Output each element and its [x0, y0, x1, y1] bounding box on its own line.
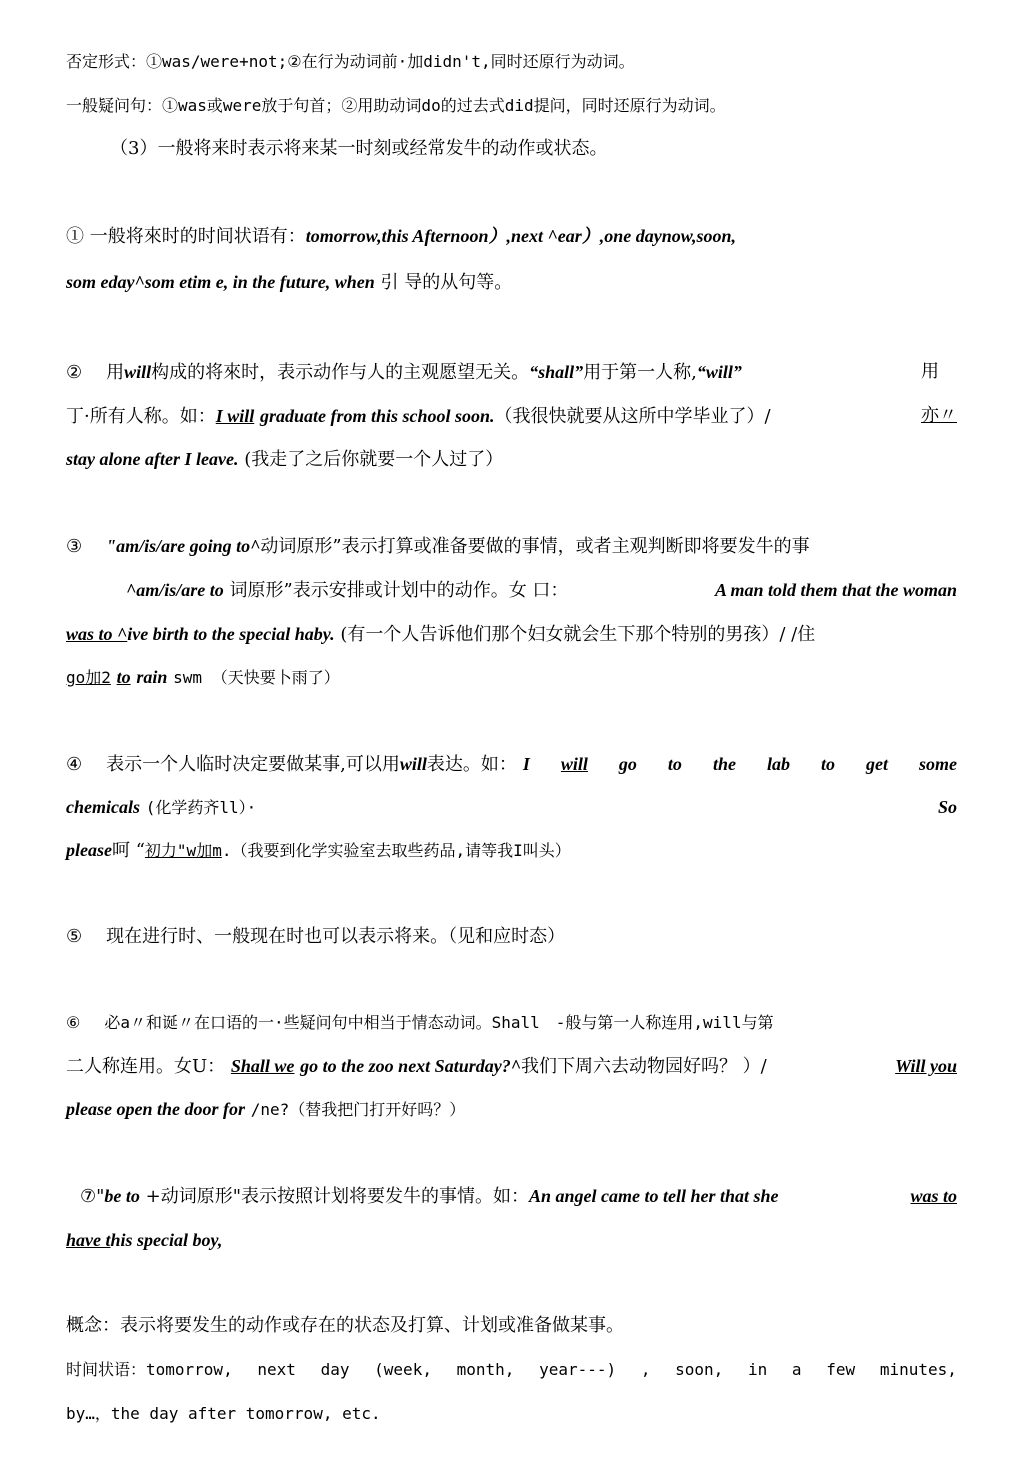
english-text: So — [937, 797, 957, 817]
word: I — [522, 754, 530, 774]
text: 表示一个人临时决定要做某事,可以用 — [106, 754, 400, 775]
example-words — [523, 752, 957, 777]
text: 概念：表示将要发生的动作或存在的状态及打算、计划或准备做某事。 — [66, 1315, 624, 1336]
item-number: ⑤ — [66, 926, 83, 947]
word: month, — [456, 1360, 515, 1379]
text: 我们下周六去动物园好吗？ ）/ — [520, 1056, 767, 1077]
text: go加2 — [66, 668, 111, 687]
line-point-2 — [66, 360, 957, 385]
word: year---) — [539, 1360, 617, 1379]
english-text: have t — [66, 1230, 111, 1250]
text: swm （天快要卜雨了） — [173, 668, 340, 687]
item-number: ④ — [66, 754, 83, 775]
line-point-1-cont — [66, 270, 957, 295]
text: 二人称连用。女U： — [66, 1056, 226, 1077]
text: (有一个人告诉他们那个妇女就会生下那个特别的男孩）/ /住 — [340, 624, 816, 645]
text: 一般疑问句：①was或were放于句首；②用助动词do的过去式did提问，同时还原行为动词。 — [66, 96, 726, 115]
line-point-3-example-cont — [66, 665, 957, 690]
text: 动词原形”表示打算或准备要做的事情，或者主观判断即将要发牛的事 — [260, 536, 810, 557]
text: 现在进行时、一般现在时也可以表示将来。（见和应时态） — [106, 926, 566, 947]
item-number: ⑥ — [66, 1013, 81, 1032]
text: .（我要到化学实验室去取些药品,请等我I叫头） — [221, 841, 571, 860]
text: 表达。如： — [426, 754, 517, 775]
english-text: Shall we — [230, 1056, 295, 1076]
text: ① 一般将來时的时间状语有： — [66, 226, 306, 247]
text: /ne?（替我把门打开好吗？） — [250, 1100, 466, 1119]
line-point-2-example — [66, 404, 957, 429]
english-text: ive birth to the special haby. — [127, 624, 335, 644]
word: to — [667, 754, 682, 774]
text: 初力"w加m — [144, 841, 222, 860]
line-point-7-cont — [66, 1228, 957, 1253]
english-text: was to ^ — [66, 624, 128, 644]
word: , — [640, 1360, 651, 1379]
line-point-7 — [80, 1184, 957, 1209]
text: （我很快就要从这所中学毕业了）/ — [494, 406, 771, 427]
word: the — [712, 754, 736, 774]
line-point-3 — [66, 534, 957, 559]
english-text: stay alone after I leave. — [66, 449, 239, 469]
text: 呵 “ — [111, 840, 145, 861]
english-text: will — [399, 754, 427, 774]
line-section-3-heading — [110, 137, 957, 161]
text: 引 导的从句等。 — [380, 272, 513, 293]
line-time-adverbials — [66, 1358, 957, 1382]
word: (week, — [374, 1360, 432, 1379]
line-point-6-example — [66, 1054, 957, 1079]
item-number: ③ — [66, 536, 83, 557]
word: lab — [766, 754, 790, 774]
english-text: “shall” — [529, 362, 584, 382]
text: 必a〃和诞〃在口语的一·些疑问句中相当于情态动词。Shall -般与第一人称连用,will与第 — [104, 1013, 774, 1032]
english-text: A man told them that the woman — [714, 580, 957, 600]
line-point-4 — [66, 752, 957, 777]
word: next — [257, 1360, 296, 1379]
text: 否定形式：①was/were+not;②在行为动词前·加didn't,同时还原行为动词。 — [66, 52, 635, 71]
word: soon, — [675, 1360, 724, 1379]
english-text: rain — [136, 667, 168, 687]
word: to — [820, 754, 835, 774]
english-text: som eday^som etim e, in the future, when — [66, 272, 375, 292]
line-point-2-example-cont — [66, 447, 957, 472]
word: go — [618, 754, 637, 774]
text: (化学药齐ll）· — [145, 798, 257, 817]
english-text: was to — [910, 1186, 957, 1206]
word: few — [826, 1360, 856, 1379]
text: 用 — [921, 361, 939, 382]
text: (我走了之后你就要一个人过了） — [244, 449, 504, 470]
english-text: go to the zoo next Saturday?^ — [300, 1056, 521, 1076]
text: 构成的将來时，表示动作与人的主观愿望无关。 — [151, 362, 530, 383]
line-time-adverbials-cont — [66, 1402, 957, 1426]
english-text: please — [66, 840, 112, 860]
line-point-1 — [66, 224, 957, 249]
text: 词原形”表示安排或计划中的动作。女 口： — [229, 580, 569, 601]
word: day — [320, 1360, 350, 1379]
text: 丁·所有人称。如： — [66, 406, 216, 427]
text: 亦〃 — [921, 405, 957, 426]
line-concept — [66, 1314, 957, 1338]
english-text: “will” — [696, 362, 742, 382]
english-text: I will — [215, 406, 255, 426]
line-point-3-b — [126, 578, 957, 603]
word: minutes, — [879, 1360, 957, 1379]
text: +动词原形"表示按照计划将要发牛的事情。如： — [145, 1186, 530, 1207]
line-point-6-example-cont — [66, 1097, 957, 1122]
english-text: chemicals — [66, 797, 140, 817]
english-text: please open the door for — [66, 1099, 245, 1119]
item-number: ⑦" — [80, 1186, 105, 1207]
english-text: graduate from this school soon. — [259, 406, 495, 426]
word: some — [918, 754, 957, 774]
text: 用于第一人称, — [583, 362, 697, 383]
word: 时间状语：tomorrow, — [66, 1360, 233, 1379]
line-point-4-cont — [66, 795, 957, 820]
english-text: his special boy, — [110, 1230, 223, 1250]
english-text: be to — [104, 1186, 140, 1206]
line-point-5 — [66, 925, 957, 949]
word: in — [747, 1360, 768, 1379]
word: get — [865, 754, 888, 774]
english-text: Will you — [895, 1056, 957, 1076]
line-point-3-example — [66, 622, 957, 647]
word: will — [560, 754, 588, 774]
english-text: "am/is/are going to^ — [106, 536, 261, 556]
line-point-4-example — [66, 838, 957, 863]
english-text: tomorrow,this Afternoon）,next ^ear）,one daynow,soon, — [305, 226, 737, 246]
item-number: ② — [66, 362, 83, 383]
text: 用 — [106, 362, 125, 383]
english-text: An angel came to tell her that she — [529, 1186, 779, 1206]
word: a — [791, 1360, 802, 1379]
english-text: will — [124, 362, 152, 382]
line-point-6 — [66, 1011, 957, 1035]
line-general-question — [66, 94, 957, 118]
line-negative-form — [66, 50, 957, 74]
english-text: to — [116, 667, 131, 687]
text: （3）一般将来时表示将来某一时刻或经常发牛的动作或状态。 — [110, 138, 608, 159]
english-text: ^am/is/are to — [126, 580, 224, 600]
text: by…，the day after tomorrow, etc. — [66, 1404, 381, 1423]
